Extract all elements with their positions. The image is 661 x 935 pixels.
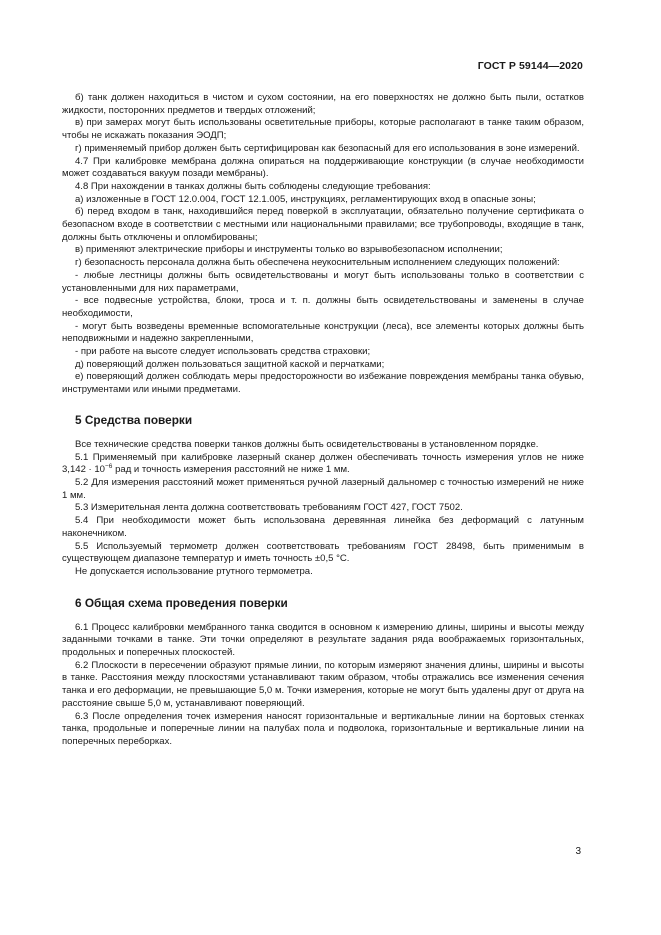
paragraph: 6.3 После определения точек измерения наносят горизонтальные и вертикальные линии на бортовых стенках танка, продольные и поперечные линии на палубах пола и подволока, горизонтальные и вертикальные линии на поперечных переборках. bbox=[62, 710, 584, 747]
paragraph: - любые лестницы должны быть освидетельствованы и могут быть использованы только в соответствии с установленными для них параметрами, bbox=[62, 269, 584, 294]
paragraph: Не допускается использование ртутного термометра. bbox=[75, 565, 313, 577]
paragraph: - при работе на высоте следует использовать средства страховки; bbox=[75, 346, 371, 358]
paragraph: в) при замерах могут быть использованы осветительные приборы, которые располагают в танке таким образом, чтобы не искажать показания ЭОДП; bbox=[62, 117, 584, 142]
exponent: −6 bbox=[105, 463, 113, 471]
paragraph: г) применяемый прибор должен быть сертифицирован как безопасный для его использования в зоне измерений. bbox=[75, 142, 580, 154]
paragraph: 6.1 Процесс калибровки мембранного танка сводится в основном к измерению длины, ширины и высоты между заданными точками в танке. Эти точки определяют в результате задания ряда воображаемых горизонтальных, продольных и поперечных плоскостей. bbox=[62, 621, 584, 659]
standard-header: ГОСТ Р 59144—2020 bbox=[477, 60, 583, 72]
paragraph-5-1-part-b: рад и точность измерения расстояний не ниже 1 мм. bbox=[112, 464, 350, 476]
paragraph: 4.8 При нахождении в танках должны быть соблюдены следующие требования: bbox=[75, 180, 431, 192]
paragraph: - могут быть возведены временные вспомогательные конструкции (леса), все элементы которых должны быть неподвижными и надежно закрепленными, bbox=[62, 320, 584, 345]
paragraph: 5.2 Для измерения расстояний может применяться ручной лазерный дальномер с точностью измерений не ниже 1 мм. bbox=[62, 476, 584, 501]
paragraph: б) танк должен находиться в чистом и сухом состоянии, на его поверхностях не должно быть пыли, остатков жидкости, посторонних предметов и твердых отложений; bbox=[62, 92, 584, 116]
paragraph: Все технические средства поверки танков должны быть освидетельствованы в установленном порядке. bbox=[75, 438, 539, 450]
paragraph: в) применяют электрические приборы и инструменты только во взрывобезопасном исполнении; bbox=[75, 244, 503, 256]
paragraph: 4.7 При калибровке мембрана должна опираться на поддерживающие конструкции (в случае необходимости может создаваться вакуум позади мембраны). bbox=[62, 155, 584, 180]
paragraph: г) безопасность персонала должна быть обеспечена неукоснительным исполнением следующих положений: bbox=[75, 257, 560, 269]
paragraph: - все подвесные устройства, блоки, троса и т. п. должны быть освидетельствованы и заменены в случае необходимости, bbox=[62, 295, 584, 319]
paragraph-5-1 bbox=[62, 452, 584, 477]
paragraph: 5.4 При необходимости может быть использована деревянная линейка без деформаций с латунным наконечником. bbox=[62, 515, 584, 539]
page-number: 3 bbox=[575, 846, 581, 857]
paragraph: е) поверяющий должен соблюдать меры предосторожности во избежание повреждения мембраны танка обувью, инструментами или иными предметами. bbox=[62, 371, 584, 396]
section-heading-5: 5 Средства поверки bbox=[75, 412, 193, 427]
paragraph: а) изложенные в ГОСТ 12.0.004, ГОСТ 12.1.005, инструкциях, регламентирующих вход в опасные зоны; bbox=[75, 193, 536, 205]
paragraph: 5.3 Измерительная лента должна соответствовать требованиям ГОСТ 427, ГОСТ 7502. bbox=[75, 502, 463, 514]
paragraph-5-1-part-a: 5.1 Применяемый при калибровке лазерный сканер должен обеспечивать точность измерения углов не ниже 3,142 · 10 bbox=[62, 451, 584, 476]
paragraph: 6.2 Плоскости в пересечении образуют прямые линии, по которым измеряют значения длины, ширины и высоты в танке. Расстояния между плоскостями устанавливают таким образом, чтобы отражались все изменения сечения танка и его деформации, не превышающие 5,0 м. Точки измерения, которые не могут быть удалены друг от друга на расстояние свыше 5,0 м, устанавливают поверяющий. bbox=[62, 659, 584, 709]
paragraph: 5.5 Используемый термометр должен соответствовать требованиям ГОСТ 28498, быть применимым в существующем диапазоне температур и иметь точность ±0,5 °С. bbox=[62, 540, 584, 565]
section-heading-6: 6 Общая схема проведения поверки bbox=[75, 595, 288, 610]
paragraph: д) поверяющий должен пользоваться защитной каской и перчатками; bbox=[75, 358, 385, 370]
paragraph: б) перед входом в танк, находившийся перед поверкой в эксплуатации, обязательно получение сертификата о безопасном входе в соответствии с местными или национальными правилами; все трубопроводы, входящие в танк, должны быть отключены и опломбированы; bbox=[62, 206, 584, 243]
page-content bbox=[62, 92, 584, 749]
